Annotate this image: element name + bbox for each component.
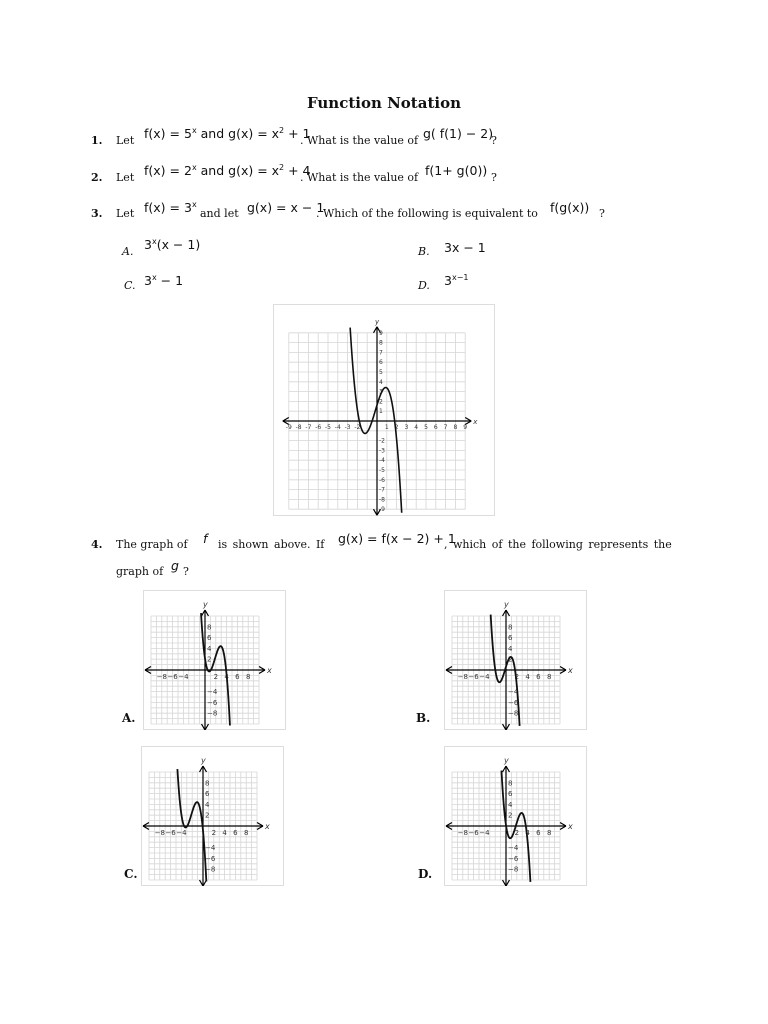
x-tick-label: −8 <box>156 673 167 681</box>
y-tick-label: −6 <box>207 698 218 707</box>
x-axis-label: x <box>265 822 270 831</box>
choice-a-label: A. <box>122 711 136 725</box>
let-text: Let <box>116 171 135 184</box>
x-tick-label: −6 <box>165 829 176 837</box>
x-tick-label: 2 <box>514 829 520 837</box>
x-axis-label: x <box>568 822 573 831</box>
x-tick-label: 3 <box>404 424 409 431</box>
y-tick-label: 4 <box>207 644 212 653</box>
graph-of-f <box>273 304 495 516</box>
x-tick-label: -8 <box>295 424 302 431</box>
graph-frame <box>445 747 587 886</box>
y-tick-label: 2 <box>508 811 513 820</box>
y-axis-label: y <box>375 317 380 326</box>
y-tick-label: −6 <box>508 698 519 707</box>
y-tick-label: −8 <box>205 865 216 874</box>
y-tick-label: -8 <box>379 496 385 504</box>
y-tick-label: -7 <box>379 486 385 494</box>
x-tick-label: −4 <box>178 673 189 681</box>
x-tick-label: 6 <box>433 424 438 431</box>
y-tick-label: 8 <box>379 339 383 347</box>
x-tick-label: −8 <box>457 829 468 837</box>
question-text: is shown above. If <box>218 538 325 551</box>
y-tick-label: −4 <box>508 688 519 697</box>
question-number: 4. <box>91 538 103 551</box>
question-text: . Which of the following is equivalent to <box>316 207 538 220</box>
question-text: , which of the following represents the <box>444 538 672 551</box>
x-tick-label: -9 <box>285 424 292 431</box>
math-target: f(g(x)) <box>550 200 590 215</box>
math-expression: g(x) = x − 1 <box>247 200 325 215</box>
y-tick-label: −8 <box>508 865 519 874</box>
y-tick-label: −8 <box>207 709 218 718</box>
x-tick-label: −8 <box>457 673 468 681</box>
x-tick-label: -5 <box>325 424 331 431</box>
y-tick-label: 8 <box>508 623 513 632</box>
choice-d-letter: D. <box>418 279 430 292</box>
y-tick-label: 8 <box>508 779 513 788</box>
y-tick-label: 5 <box>379 369 383 376</box>
x-axis-label: x <box>267 666 272 675</box>
y-tick-label: 4 <box>508 644 513 653</box>
function-name: g <box>171 558 179 573</box>
let-text: Let <box>116 134 135 147</box>
question-number: 2. <box>91 171 103 184</box>
question-mark: ? <box>183 565 189 578</box>
question-mark: ? <box>491 134 497 147</box>
x-tick-label: 8 <box>546 829 552 837</box>
x-tick-label: -3 <box>344 424 351 431</box>
x-axis-label: x <box>568 666 573 675</box>
choice-d-graph[interactable] <box>444 746 587 886</box>
y-tick-label: 9 <box>379 329 383 337</box>
y-axis-label: y <box>504 600 509 609</box>
y-axis-label: y <box>504 756 509 765</box>
x-tick-label: 6 <box>235 673 240 681</box>
math-target: f(1+ g(0)) <box>425 163 488 178</box>
y-tick-label: -6 <box>379 476 385 484</box>
x-tick-label: 9 <box>463 424 468 431</box>
y-tick-label: −6 <box>205 854 216 863</box>
x-tick-label: 8 <box>546 673 552 681</box>
y-tick-label: 4 <box>205 800 210 809</box>
choice-a-expression: $3^x(x - 1)$ <box>144 237 201 252</box>
choice-c-graph[interactable] <box>141 746 284 886</box>
y-tick-label: −4 <box>205 844 216 853</box>
y-tick-label: 1 <box>379 408 383 416</box>
y-tick-label: -3 <box>379 447 385 455</box>
y-tick-label: −4 <box>508 844 519 853</box>
math-expression: g(x) = f(x − 2) + 1 <box>338 531 456 546</box>
math-expression: $f(x) = 5^x$ and $g(x) = x^2 + 1$ <box>144 126 311 141</box>
y-tick-label: 2 <box>379 398 383 406</box>
x-tick-label: 6 <box>233 829 238 837</box>
y-tick-label: 6 <box>207 634 212 643</box>
x-tick-label: 2 <box>213 673 219 681</box>
y-tick-label: 3 <box>379 388 383 396</box>
y-tick-label: 2 <box>207 655 212 664</box>
y-axis-label: y <box>201 756 206 765</box>
y-tick-label: 2 <box>205 811 210 820</box>
y-tick-label: 6 <box>379 359 383 367</box>
choice-a-graph[interactable] <box>143 590 286 730</box>
x-tick-label: -4 <box>334 424 341 431</box>
graph-frame <box>445 591 587 730</box>
question-text: graph of <box>116 565 164 578</box>
y-tick-label: 7 <box>379 349 383 357</box>
choice-a-letter: A. <box>122 245 134 258</box>
y-tick-label: -5 <box>379 467 385 474</box>
x-tick-label: −4 <box>479 829 490 837</box>
y-tick-label: -2 <box>379 437 385 445</box>
choice-b-letter: B. <box>418 245 430 258</box>
x-tick-label: −6 <box>468 829 479 837</box>
x-tick-label: 4 <box>525 829 530 837</box>
and-let-text: and let <box>200 207 239 220</box>
choice-d-expression: $3^{x-1}$ <box>444 273 469 288</box>
question-mark: ? <box>491 171 497 184</box>
y-tick-label: −4 <box>207 688 218 697</box>
x-tick-label: 2 <box>394 424 399 431</box>
x-tick-label: −6 <box>167 673 178 681</box>
choice-b-graph[interactable] <box>444 590 587 730</box>
choice-b-expression: 3x − 1 <box>444 240 486 255</box>
y-tick-label: 6 <box>508 634 513 643</box>
question-number: 1. <box>91 134 103 147</box>
y-tick-label: 6 <box>205 790 210 799</box>
x-tick-label: 4 <box>525 673 530 681</box>
y-tick-label: 2 <box>508 655 513 664</box>
y-tick-label: -9 <box>379 506 385 514</box>
x-tick-label: −4 <box>176 829 187 837</box>
question-text: . What is the value of <box>300 134 419 147</box>
function-name: f <box>203 531 208 546</box>
x-tick-label: -2 <box>354 424 361 431</box>
choice-b-label: B. <box>416 711 431 725</box>
x-tick-label: 4 <box>414 424 419 431</box>
math-expression: $f(x) = 2^x$ and $g(x) = x^2 + 4$ <box>144 163 311 178</box>
x-tick-label: 4 <box>224 673 229 681</box>
choice-c-expression: $3^x - 1$ <box>144 273 184 288</box>
y-tick-label: −6 <box>508 854 519 863</box>
x-tick-label: −8 <box>154 829 165 837</box>
choice-d-label: D. <box>418 867 433 881</box>
x-tick-label: 1 <box>384 424 389 431</box>
graph-frame <box>142 747 284 886</box>
x-axis-label: x <box>473 418 478 426</box>
y-tick-label: 8 <box>205 779 210 788</box>
y-tick-label: -4 <box>379 457 385 465</box>
x-tick-label: 7 <box>443 424 448 431</box>
y-axis-label: y <box>203 600 208 609</box>
x-tick-label: 5 <box>424 424 428 431</box>
x-tick-label: -6 <box>315 424 322 431</box>
choice-c-label: C. <box>124 867 138 881</box>
x-tick-label: 6 <box>536 829 541 837</box>
x-tick-label: 8 <box>453 424 458 431</box>
page-title: Function Notation <box>307 94 461 112</box>
graph-frame <box>274 305 495 516</box>
choice-c-letter: C. <box>124 279 136 292</box>
x-tick-label: 8 <box>245 673 251 681</box>
y-tick-label: −8 <box>508 709 519 718</box>
let-text: Let <box>116 207 135 220</box>
question-text: The graph of <box>116 538 188 551</box>
x-tick-label: 2 <box>211 829 217 837</box>
x-tick-label: 8 <box>243 829 249 837</box>
x-tick-label: 4 <box>222 829 227 837</box>
x-tick-label: −6 <box>468 673 479 681</box>
question-text: . What is the value of <box>300 171 419 184</box>
y-tick-label: 6 <box>508 790 513 799</box>
x-tick-label: −4 <box>479 673 490 681</box>
x-tick-label: 2 <box>514 673 520 681</box>
question-number: 3. <box>91 207 103 220</box>
y-tick-label: 4 <box>379 378 383 386</box>
math-expression: $f(x) = 3^x$ <box>144 200 197 215</box>
question-mark: ? <box>599 207 605 220</box>
y-tick-label: 4 <box>508 800 513 809</box>
x-tick-label: -7 <box>305 424 312 431</box>
math-target: g( f(1) − 2) <box>423 126 494 141</box>
y-tick-label: 8 <box>207 623 212 632</box>
x-tick-label: 6 <box>536 673 541 681</box>
